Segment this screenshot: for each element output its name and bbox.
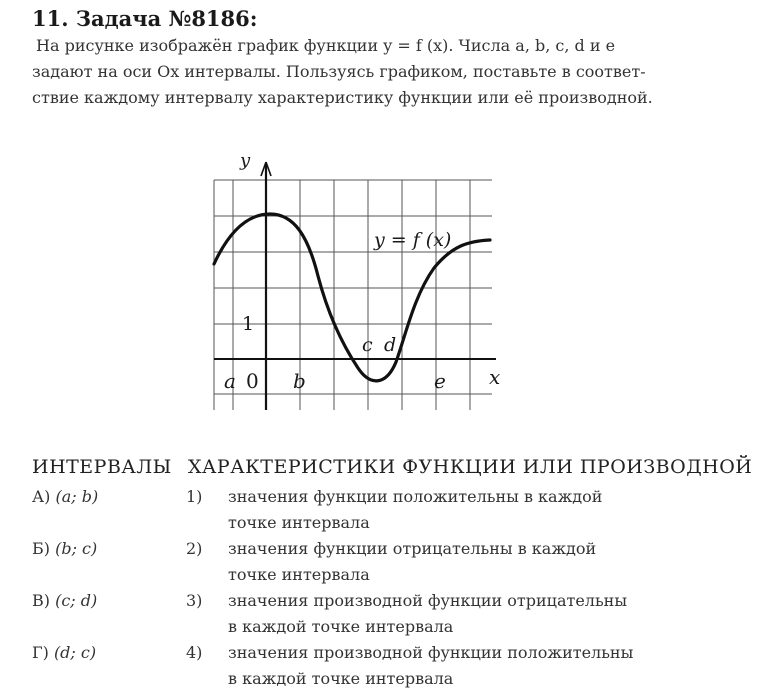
y-axis-label: y — [240, 150, 251, 171]
characteristic-number: 2) — [186, 539, 203, 558]
point-label-c: c — [362, 334, 373, 356]
point-label-b: b — [293, 369, 306, 393]
origin-label: 0 — [246, 369, 259, 393]
problem-title: 11. Задача №8186: — [32, 6, 258, 31]
function-label: y = f (x) — [374, 229, 452, 251]
characteristic-line: в каждой точке интервала — [228, 669, 454, 688]
characteristic-number: 4) — [186, 643, 203, 662]
interval-value: (a; b) — [55, 487, 99, 506]
characteristic-text — [228, 536, 596, 588]
characteristic-number: 1) — [186, 487, 203, 506]
problem-text-line: ствие каждому интервалу характеристику функции или её производной. — [32, 88, 653, 107]
interval-letter: Г) — [32, 643, 49, 662]
characteristic-line: значения функции отрицательны в каждой — [228, 539, 597, 558]
characteristic-line: значения производной функции положительны — [228, 643, 634, 662]
characteristic-number: 3) — [186, 591, 203, 610]
characteristic-line: точке интервала — [228, 513, 370, 532]
characteristic-line: значения производной функции отрицательны — [228, 591, 628, 610]
point-label-d: d — [384, 334, 397, 356]
interval-value: (d; c) — [53, 643, 97, 662]
interval-item — [32, 539, 97, 558]
characteristic-text — [228, 588, 627, 640]
problem-text — [32, 33, 722, 111]
interval-letter: А) — [32, 487, 51, 506]
intervals-header: ИНТЕРВАЛЫ — [32, 456, 172, 478]
unit-label: 1 — [242, 313, 255, 335]
characteristic-line: значения функции положительны в каждой — [228, 487, 603, 506]
x-axis-label: x — [489, 365, 501, 389]
interval-letter: Б) — [32, 539, 50, 558]
characteristic-line: в каждой точке интервала — [228, 617, 454, 636]
characteristic-line: точке интервала — [228, 565, 370, 584]
interval-value: (c; d) — [55, 591, 98, 610]
characteristics-header: ХАРАКТЕРИСТИКИ ФУНКЦИИ ИЛИ ПРОИЗВОДНОЙ — [188, 456, 753, 478]
characteristic-text — [228, 484, 602, 536]
point-label-a: a — [224, 369, 236, 393]
interval-item — [32, 591, 97, 610]
interval-item — [32, 643, 96, 662]
interval-item — [32, 487, 98, 506]
interval-value: (b; c) — [55, 539, 98, 558]
interval-letter: В) — [32, 591, 50, 610]
problem-text-line: На рисунке изображён график функции y = f (x). Числа a, b, c, d и e — [36, 36, 616, 55]
function-graph — [200, 148, 510, 420]
point-label-e: e — [434, 369, 446, 393]
problem-text-line: задают на оси Ox интервалы. Пользуясь графиком, поставьте в соответ- — [32, 62, 646, 81]
characteristic-text — [228, 640, 633, 692]
